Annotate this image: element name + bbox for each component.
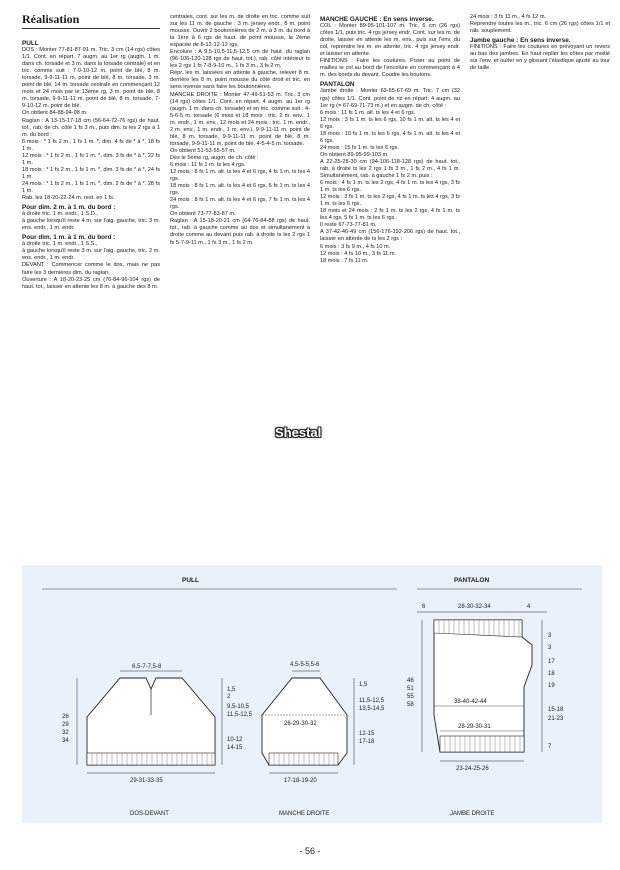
jambe-outline — [434, 620, 532, 752]
paragraph: 6 mois : * 1 fs 2 m., 1 fs 1 m. *, dim. 4 fs de * à *, 18 fs 1 m. — [22, 138, 160, 152]
manche-right-2: 11,5-12,5 — [359, 698, 384, 704]
paragraph: A 37-42-46-49 cm (156-176-192-206 rgs) de haut. tot., laisser en attente de ts les 2 rgs : — [320, 229, 460, 243]
paragraph: 18 mois et 24 mois : 2 fs 1 m. ts les 2 rgs, 4 fs 1 m. ts les 4 rgs, 5 fs 1 m. ts les 6 rgs. — [320, 208, 460, 222]
dos-right-1: 1,5 — [227, 687, 236, 693]
manche-middle-label: 26-29-30-32 — [284, 721, 317, 727]
paragraph: 18 mois : 8 fs 1 m. alt. ts les 4 et 6 rgs, 6 fs 1 m. ts les 4 rgs. — [170, 183, 310, 197]
paragraph: FINITIONS : Faire les coutures en prévoyant un revers au bas des jambes. En haut replier les côtes par moitié sur l'env. et ourler en y glissant l'élastique ajusté au tour de taille. — [470, 44, 610, 72]
jambe-right-4: 18 — [548, 671, 555, 677]
dos-rib — [87, 753, 215, 765]
paragraph: 12 mois : * 1 fs 2 m., 1 fs 1 m. *, dim. 3 fs de * à *, 22 fs 1 m. — [22, 152, 160, 166]
dos-right-3: 9,5-10,5 — [227, 704, 250, 710]
jambe-hem-rib — [440, 736, 524, 752]
paragraph: 6 mois : 3 fs 9 m., 4 fs 10 m. — [320, 243, 391, 250]
manche-right-5: 17-18 — [359, 739, 375, 745]
dos-right-4: 11,5-12,5 — [227, 712, 252, 718]
manche-bottom-label: 17-18-19-20 — [284, 778, 317, 784]
dos-left-3: 32 — [62, 730, 69, 736]
jambe-right-8: 7 — [548, 744, 552, 750]
pantalon-title: PANTALON — [454, 577, 490, 584]
paragraph: 24 mois : * 1 fs 2 m., 1 fs 1 m. *, dim. 2 fs de * à *, 28 fs 1 m. — [22, 180, 160, 194]
manche-caption: MANCHE DROITE — [279, 811, 330, 817]
jambe-mid-1: 38-40-42-44 — [454, 699, 487, 705]
manche-top-label: 4,5-5-5,5-6 — [290, 662, 320, 668]
paragraph: Ouverture : A 18-20-23-25 cm (76-84-96-104 rgs) de haut. tot., laisser en attente les 8 m. à gauche des 8 m. — [22, 276, 160, 290]
paragraph: Jambe gauche : En sens inverse. — [470, 37, 571, 45]
paragraph: à droite tric. 1 m. endr., 1 S.D., — [22, 211, 98, 218]
paragraph: à gauche lorsqu'il reste 4 m. sur l'aig. gauche, tric. 3 m. ens. endr., 1 m. endr. — [22, 218, 160, 232]
paragraph: 18 mois : 7 fs 11 m. — [320, 257, 369, 264]
paragraph: centrales, cont. sur les m. de droite en tric. comme suit sur les 11 m. de gauche : 3 m. jersey endr., 8 m. point mousse. Ouvrir 2 boutonnières de 2 m. à 3 m. du bord à la 1ère à 6 rgs de haut. de point mousse, la 2ème espacée de 8-12-12-12 rgs. — [170, 14, 310, 49]
paragraph: A 22-25-28-30 cm (94-106-118-128 rgs) de haut. tot., rab. à droite ts les 2 rgs 1 fs 3 m., 1 fs 2 m., 4 fs 1 m. Simultanément, rab. à gauche 1 fs 2 m. puis : — [320, 158, 460, 180]
paragraph: PULL — [22, 40, 39, 47]
paragraph: 6 mois : 11 fs 1 m. ts les 4 rgs. — [170, 161, 246, 168]
paragraph: Jambe droite : Monter 63-65-67-69 m. Tric. 7 cm (32 rgs) côtes 1/1. Cont. point de riz en répart. 4 augm. au 1er rg (= 67-69-71-73 m.) et en augm. de ch. côté : — [320, 88, 460, 109]
jambe-top-mid: 28-30-32-34 — [458, 604, 491, 610]
paragraph: Il reste 67-73-77-81 m. — [320, 222, 377, 229]
paragraph: On obtient 84-88-94-98 m. — [22, 110, 88, 117]
jambe-right-2: 3 — [548, 645, 552, 651]
paragraph: Pour dim. 1 m. à 1 m. du bord : — [22, 234, 116, 242]
manche-schematic — [262, 662, 385, 817]
paragraph: à droite tric. 1 m. endr., 1 S.S., — [22, 241, 98, 248]
jambe-top-left: 6 — [422, 604, 426, 610]
manche-right-4: 12-15 — [359, 731, 375, 737]
dos-left-4: 34 — [62, 738, 69, 744]
paragraph: FINITIONS : Faire les coutures. Poser au point de mailles le col au bord de l'encolure en commençant à 4 m. des bords du devant. Coudre les boutons. — [320, 58, 460, 79]
jambe-right-7: 21-23 — [548, 716, 564, 722]
paragraph: PANTALON — [320, 81, 355, 89]
jambe-left-1: 46 — [407, 678, 414, 684]
paragraph: 12 mois : 3 fs 1 m. ts les 6 rgs, 10 fs 1 m. alt. ts les 4 et 6 rgs. — [320, 116, 460, 130]
dos-top-label: 6,5-7-7,5-8 — [132, 664, 162, 670]
paragraph: Raglan : A 15-18-20-21 cm (64-76-84-88 rgs) de haut. tot., rab. à gauche comme au dos et simultanément à droite comme au devant puis rab. à droite ts les 2 rgs 1 fs 5-7-9-11 m., 1 fs 3 m., 1 fs 2 m. — [170, 218, 310, 246]
paragraph: Pour dim. 2 m. à 1 m. du bord : — [22, 204, 116, 212]
watermark: Shestal — [275, 425, 322, 440]
jambe-mid-2: 28-29-30-31 — [458, 724, 491, 730]
paragraph: 18 mois : 10 fs 1 m. ts les 6 rgs, 4 fs 1 m. alt. ts les 4 et 6 rgs. — [320, 130, 460, 144]
paragraph: 6 mois : 11 fs 1 m. alt. ts les 4 et 6 rgs. — [320, 109, 416, 116]
jambe-schematic — [407, 604, 564, 817]
dos-bottom-label: 29-31-33-35 — [130, 778, 163, 784]
paragraph: à gauche lorsqu'il reste 3 m. sur l'aig. gauche, tric. 2 m. ens. endr., 1 m. endr. — [22, 248, 160, 262]
manche-right-1: 1,5 — [359, 682, 368, 688]
jambe-right-5: 19 — [548, 683, 555, 689]
jambe-bottom-label: 23-24-25-26 — [456, 766, 489, 772]
paragraph: 12 mois : 3 fs 1 m. ts les 2 rgs, 4 fs 1 m. ts les 4 rgs, 3 fs 1 m. ts les 6 rgs. — [320, 194, 460, 208]
paragraph: COL : Monter 89-95-101-107 m. Tric. 6 cm (26 rgs) côtes 1/1, puis tric. 4 rgs jersey endr. Cont. sur les m. de droite, laisser en attente les m. env., puis sur l'env. du col, reprendre les m. en attente, tric. 4 rgs jersey endr. et laisser en attente. — [320, 23, 460, 58]
text-column-3 — [320, 14, 460, 265]
paragraph: On obtient 51-53-55-57 m. — [170, 147, 236, 154]
paragraph: On obtient 89-95-99-103 m. — [320, 151, 389, 158]
jambe-left-2: 51 — [407, 686, 414, 692]
jambe-right-1: 3 — [548, 633, 552, 639]
dos-caption: DOS-DEVANT — [130, 811, 169, 817]
paragraph: MANCHE GAUCHE : En sens inverse. — [320, 16, 434, 23]
jambe-caption: JAMBE DROITE — [450, 811, 495, 817]
page-number: - 56 - — [299, 846, 321, 856]
manche-rib — [269, 753, 338, 765]
paragraph: Raglan : A 13-15-17-18 cm (56-64-72-76 rgs) de haut. tot., rab. de ch. côté 1 fs 3 m., puis dim. ts les 2 rgs à 1 m. du bord : — [22, 117, 160, 138]
paragraph: 24 mois : 3 fs 11 m., 4 fs 12 m. — [470, 14, 547, 20]
paragraph: DOS : Monter 77-81-87-91 m. Tric. 3 cm (14 rgs) côtes 1/1. Cont. en répart. 7 augm. au 1er rg (augm. 1 m. dans ch. torsade et 3 m. dans la torsade centrale) et en tric. comme suit : 7-9-10-12 m. point de blé, 8 m. torsade, 9-9-11-11 m. point de blé, 8 m. torsade, 3 m. point de blé, 14 m. torsade centrale en commençant 12 mois et 24 mois par le 13ème rg, 3 m. point de blé, 8 m. torsade, 9-9-11-11 m. point de blé, 8 m. torsade, 7-9-10-12 m. point de blé. — [22, 47, 160, 110]
paragraph: DEVANT : Commencer comme le dos, mais ne pas faire les 3 dernières dim. du raglan. — [22, 262, 160, 276]
paragraph: 12 mois : 4 fs 10 m., 3 fs 11 m. — [320, 250, 397, 257]
paragraph: Encolure : A 9,5-10,5-11,5-12,5 cm de haut. du raglan (96-106-120-128 rgs de haut. tot.), rab. côté intérieur ts les 2 rgs 1 fs 7-8-9-10 m., 1 fs 3 m., 3 fs 2 m. — [170, 49, 310, 70]
schematics-panel — [22, 565, 602, 823]
dos-right-2: 2 — [227, 694, 231, 700]
page-title: Réalisation — [22, 12, 80, 26]
dos-left-1: 26 — [62, 714, 69, 720]
jambe-top-right: 4 — [527, 604, 531, 610]
title-rule — [22, 28, 160, 29]
paragraph: Dès le 5ème rg, augm. de ch. côté : — [170, 154, 259, 161]
text-column-2 — [170, 14, 310, 247]
paragraph: 18 mois : * 1 fs 2 m., 1 fs 1 m. *, dim. 3 fs de * à *, 24 fs 1 m. — [22, 166, 160, 180]
paragraph: 6 mois : 4 fs 1 m. ts les 2 rgs, 4 fs 1 m. ts les 4 rgs, 3 fs 1 m. ts les 6 rgs. — [320, 180, 460, 194]
paragraph: Rab. les 18-20-22-24 m. rest. en 1 fs. — [22, 195, 115, 202]
paragraph: On obtient 73-77-83-87 m. — [170, 211, 236, 218]
dos-right-5: 10-12 — [227, 737, 243, 743]
dos-right-6: 14-15 — [227, 745, 243, 751]
jambe-left-3: 55 — [407, 694, 414, 700]
paragraph: 24 mois : 8 fs 1 m. alt. ts les 4 et 6 rgs, 7 fs 1 m. ts les 4 rgs. — [170, 197, 310, 211]
dos-devant-schematic — [62, 664, 253, 817]
pull-title: PULL — [182, 577, 199, 584]
paragraph: Reprendre toutes les m., tric. 6 cm (26 rgs) côtes 1/1 et rab. souplement. — [470, 21, 610, 35]
paragraph: 12 mois : 8 fs 1 m. alt. ts les 4 et 6 rgs, 4 fs 1 m. ts les 4 rgs. — [170, 169, 310, 183]
jambe-left-4: 58 — [407, 702, 414, 708]
paragraph: Répr. les m. laissées en attente à gauche, relever 8 m. derrière les 8 m. point mousse du côté droit et tric. en sens inverse sans faire les boutonnières. — [170, 70, 310, 91]
schematics-svg — [22, 565, 602, 823]
text-column-4 — [470, 14, 610, 72]
dos-left-2: 29 — [62, 722, 69, 728]
text-column-1 — [22, 38, 160, 291]
paragraph: MANCHE DROITE : Monter 47-49-51-53 m. Tric. 3 cm (14 rgs) côtes 1/1. Cont. en répart. 4 augm. au 1er rg (augm. 1 m. dans ch. torsade) et en tric. comme suit : 4-5-6-5 m. torsade (6 mois et 18 mois : tric. 2 m. env., 1 m. endr., 1 m. env., 12 mois et 24 mois : tric. 1 m. endr., 2 m. env., 1 m. endr., 1 m. env.), 9-9-11-11 m. point de blé, 8 m. torsade, 9-9-11-11 m. point de blé, 8 m. torsade, 9-9-11-11 m. point de blé, 4-5-4-5 m. torsade. — [170, 91, 310, 147]
manche-right-3: 13,5-14,5 — [359, 706, 385, 712]
jambe-right-3: 17 — [548, 659, 555, 665]
paragraph: 24 mois : 15 fs 1 m. ts les 6 rgs. — [320, 144, 399, 151]
jambe-right-6: 15-18 — [548, 707, 564, 713]
